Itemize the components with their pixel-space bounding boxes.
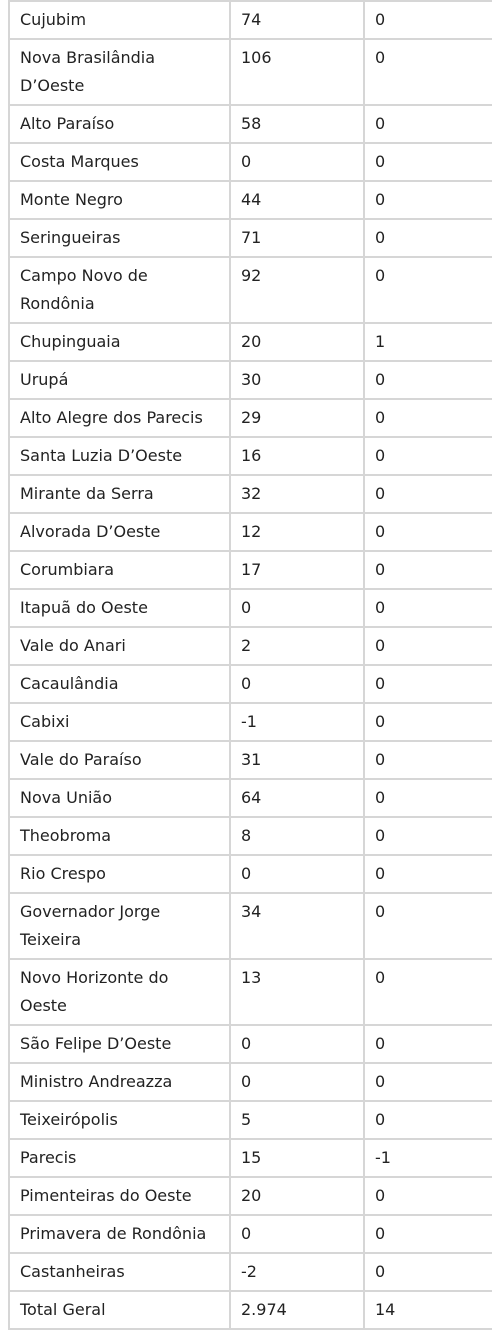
table-row xyxy=(9,1101,492,1139)
value-cell: 2 xyxy=(230,627,364,665)
table-row xyxy=(9,437,492,475)
change-cell: 0 xyxy=(364,627,492,665)
municipality-cell: Governador Jorge Teixeira xyxy=(9,893,230,959)
municipality-cell: Pimenteiras do Oeste xyxy=(9,1177,230,1215)
table-body xyxy=(9,1,492,1329)
municipality-cell: São Felipe D’Oeste xyxy=(9,1025,230,1063)
change-cell: 0 xyxy=(364,1025,492,1063)
table-row xyxy=(9,1063,492,1101)
municipality-cell: Monte Negro xyxy=(9,181,230,219)
municipality-cell: Seringueiras xyxy=(9,219,230,257)
change-cell: 0 xyxy=(364,741,492,779)
table-row xyxy=(9,741,492,779)
value-cell: 5 xyxy=(230,1101,364,1139)
municipality-cell: Rio Crespo xyxy=(9,855,230,893)
municipality-cell: Urupá xyxy=(9,361,230,399)
total-label-cell: Total Geral xyxy=(9,1291,230,1329)
change-cell: 0 xyxy=(364,399,492,437)
municipality-cell: Alto Paraíso xyxy=(9,105,230,143)
change-cell: 0 xyxy=(364,257,492,323)
table-row xyxy=(9,323,492,361)
change-cell: 0 xyxy=(364,39,492,105)
table-row xyxy=(9,1215,492,1253)
change-cell: 0 xyxy=(364,1215,492,1253)
change-cell: 0 xyxy=(364,437,492,475)
table-row xyxy=(9,855,492,893)
change-cell: 0 xyxy=(364,779,492,817)
value-cell: 58 xyxy=(230,105,364,143)
municipality-cell: Santa Luzia D’Oeste xyxy=(9,437,230,475)
table-row xyxy=(9,361,492,399)
change-cell: -1 xyxy=(364,1139,492,1177)
table-row xyxy=(9,39,492,105)
total-value-cell: 2.974 xyxy=(230,1291,364,1329)
value-cell: 16 xyxy=(230,437,364,475)
value-cell: 71 xyxy=(230,219,364,257)
change-cell: 0 xyxy=(364,1063,492,1101)
change-cell: 0 xyxy=(364,551,492,589)
value-cell: 29 xyxy=(230,399,364,437)
table-row xyxy=(9,551,492,589)
value-cell: 34 xyxy=(230,893,364,959)
table-row xyxy=(9,105,492,143)
total-change-cell: 14 xyxy=(364,1291,492,1329)
change-cell: 0 xyxy=(364,1253,492,1291)
change-cell: 0 xyxy=(364,959,492,1025)
table-row xyxy=(9,959,492,1025)
table-row xyxy=(9,399,492,437)
municipality-cell: Campo Novo de Rondônia xyxy=(9,257,230,323)
table-row xyxy=(9,475,492,513)
value-cell: 0 xyxy=(230,1025,364,1063)
change-cell: 0 xyxy=(364,219,492,257)
municipality-cell: Itapuã do Oeste xyxy=(9,589,230,627)
table-row xyxy=(9,817,492,855)
municipality-cell: Novo Horizonte do Oeste xyxy=(9,959,230,1025)
table-row xyxy=(9,779,492,817)
value-cell: 106 xyxy=(230,39,364,105)
municipality-cell: Vale do Anari xyxy=(9,627,230,665)
municipality-cell: Castanheiras xyxy=(9,1253,230,1291)
municipality-cell: Costa Marques xyxy=(9,143,230,181)
change-cell: 0 xyxy=(364,105,492,143)
value-cell: 74 xyxy=(230,1,364,39)
municipality-cell: Mirante da Serra xyxy=(9,475,230,513)
change-cell: 0 xyxy=(364,143,492,181)
value-cell: 92 xyxy=(230,257,364,323)
change-cell: 0 xyxy=(364,475,492,513)
change-cell: 0 xyxy=(364,665,492,703)
value-cell: 0 xyxy=(230,1215,364,1253)
table-row xyxy=(9,589,492,627)
table-row xyxy=(9,893,492,959)
municipality-cell: Alto Alegre dos Parecis xyxy=(9,399,230,437)
municipality-cell: Chupinguaia xyxy=(9,323,230,361)
table-row xyxy=(9,143,492,181)
table-row xyxy=(9,257,492,323)
municipality-cell: Primavera de Rondônia xyxy=(9,1215,230,1253)
change-cell: 0 xyxy=(364,181,492,219)
value-cell: 8 xyxy=(230,817,364,855)
change-cell: 0 xyxy=(364,513,492,551)
value-cell: 31 xyxy=(230,741,364,779)
change-cell: 0 xyxy=(364,855,492,893)
change-cell: 0 xyxy=(364,893,492,959)
change-cell: 0 xyxy=(364,1177,492,1215)
change-cell: 1 xyxy=(364,323,492,361)
value-cell: 0 xyxy=(230,1063,364,1101)
municipality-cell: Nova Brasilândia D’Oeste xyxy=(9,39,230,105)
value-cell: 15 xyxy=(230,1139,364,1177)
table-row xyxy=(9,219,492,257)
change-cell: 0 xyxy=(364,361,492,399)
value-cell: 0 xyxy=(230,855,364,893)
value-cell: 44 xyxy=(230,181,364,219)
municipality-cell: Cabixi xyxy=(9,703,230,741)
municipality-cell: Corumbiara xyxy=(9,551,230,589)
municipality-cell: Theobroma xyxy=(9,817,230,855)
table-row xyxy=(9,1253,492,1291)
table-row xyxy=(9,627,492,665)
municipality-cell: Alvorada D’Oeste xyxy=(9,513,230,551)
change-cell: 0 xyxy=(364,1101,492,1139)
value-cell: 30 xyxy=(230,361,364,399)
table-row xyxy=(9,513,492,551)
table-row xyxy=(9,1139,492,1177)
table-row xyxy=(9,665,492,703)
municipality-cell: Vale do Paraíso xyxy=(9,741,230,779)
table-row xyxy=(9,1177,492,1215)
municipality-cell: Nova União xyxy=(9,779,230,817)
change-cell: 0 xyxy=(364,1,492,39)
change-cell: 0 xyxy=(364,817,492,855)
table-row xyxy=(9,703,492,741)
value-cell: 64 xyxy=(230,779,364,817)
municipality-cell: Cacaulândia xyxy=(9,665,230,703)
change-cell: 0 xyxy=(364,589,492,627)
table-row xyxy=(9,1025,492,1063)
value-cell: 32 xyxy=(230,475,364,513)
municipality-cell: Teixeirópolis xyxy=(9,1101,230,1139)
value-cell: 12 xyxy=(230,513,364,551)
municipality-cell: Parecis xyxy=(9,1139,230,1177)
municipality-data-table xyxy=(8,0,492,1330)
total-row xyxy=(9,1291,492,1329)
value-cell: 20 xyxy=(230,323,364,361)
municipality-cell: Ministro Andreazza xyxy=(9,1063,230,1101)
value-cell: 20 xyxy=(230,1177,364,1215)
value-cell: -1 xyxy=(230,703,364,741)
value-cell: 0 xyxy=(230,143,364,181)
value-cell: 13 xyxy=(230,959,364,1025)
value-cell: 17 xyxy=(230,551,364,589)
table-row xyxy=(9,1,492,39)
value-cell: 0 xyxy=(230,665,364,703)
value-cell: -2 xyxy=(230,1253,364,1291)
municipality-cell: Cujubim xyxy=(9,1,230,39)
value-cell: 0 xyxy=(230,589,364,627)
change-cell: 0 xyxy=(364,703,492,741)
table-row xyxy=(9,181,492,219)
